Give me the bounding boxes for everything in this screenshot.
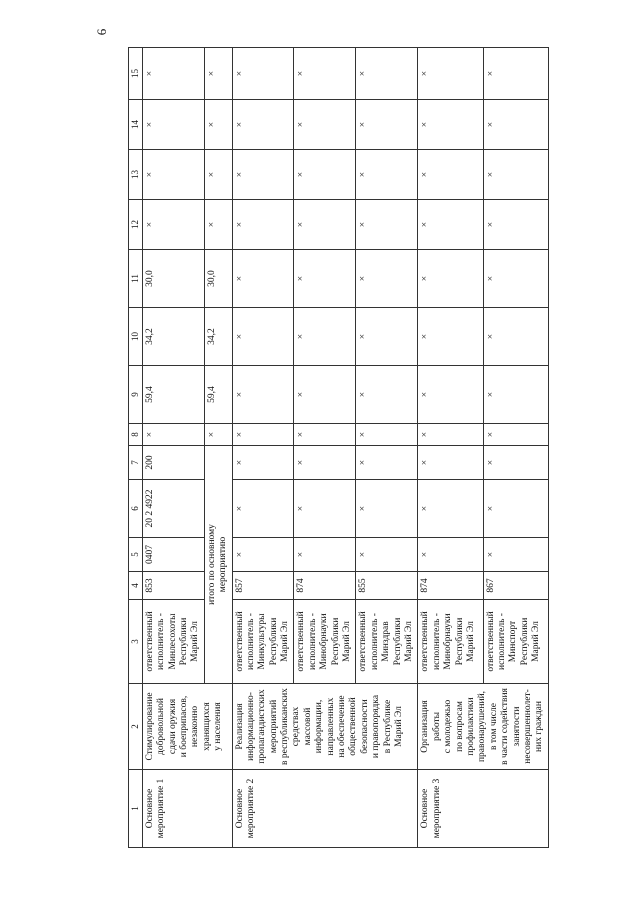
value-cell: ×	[142, 424, 204, 446]
value-cell: ×	[232, 200, 294, 250]
value-cell: ×	[418, 200, 483, 250]
executor-line: ответственный	[358, 611, 369, 672]
value-cell: ×	[142, 150, 204, 200]
value-cell: ×	[418, 446, 483, 480]
subtotal-label-line: итого по основному	[206, 524, 217, 605]
value-cell: ×	[232, 308, 294, 366]
value-cell: ×	[294, 424, 356, 446]
header-cell: 9	[129, 366, 143, 424]
header-cell: 2	[129, 684, 143, 770]
executor-line: Республики	[178, 617, 189, 666]
value-cell: ×	[204, 48, 232, 100]
grbs-code: 874	[294, 572, 356, 600]
description-line: информации,	[314, 699, 325, 754]
value-cell: ×	[483, 200, 548, 250]
value-cell: ×	[418, 308, 483, 366]
executor-line: Республики	[454, 617, 465, 666]
executor-line: Марий Эл	[531, 621, 542, 662]
value-cell: ×	[356, 150, 418, 200]
value-cell: ×	[232, 446, 294, 480]
description-line: Стимулирование	[144, 692, 155, 761]
executor-line: исполнитель -	[369, 613, 380, 670]
measures-table	[128, 47, 549, 848]
description-line: них граждан	[534, 701, 545, 752]
executor-line: ответственный	[234, 611, 245, 672]
value-cell: ×	[483, 446, 548, 480]
description-line: добровольной сдачи оружия	[156, 698, 178, 755]
value-cell: ×	[483, 150, 548, 200]
value-cell: ×	[418, 538, 483, 572]
description-line: в республиканских	[280, 688, 291, 765]
header-cell: 3	[129, 600, 143, 684]
description-line: с молодежью	[443, 699, 454, 754]
value-cell: ×	[356, 538, 418, 572]
value-cell: ×	[294, 200, 356, 250]
value-cell: ×	[418, 250, 483, 308]
value-cell: ×	[232, 538, 294, 572]
executor-line: исполнитель -	[245, 613, 256, 670]
executor-line: Марий Эл	[465, 621, 476, 662]
description-line: Организация	[420, 700, 431, 753]
value-cell: ×	[356, 446, 418, 480]
description-line: на обеспечение	[337, 695, 348, 758]
executor-line: Минздрав	[381, 621, 392, 662]
description-line: у населения	[213, 702, 224, 751]
header-cell: 10	[129, 308, 143, 366]
description-line: направленных	[325, 697, 336, 756]
target-code: 20 2 4922	[142, 480, 204, 538]
header-cell: 4	[129, 572, 143, 600]
value-cell: ×	[418, 48, 483, 100]
value-cell: ×	[356, 250, 418, 308]
header-cell: 11	[129, 250, 143, 308]
executor-line: Минобрнауки	[443, 613, 454, 670]
value-cell: ×	[483, 480, 548, 538]
value-cell: 59,4	[142, 366, 204, 424]
table-row	[142, 48, 204, 848]
description-line: мероприятий	[268, 699, 279, 754]
description-line: информационно-	[245, 692, 256, 761]
grbs-code: 857	[232, 572, 294, 600]
value-cell: ×	[294, 308, 356, 366]
executor-line: Минкультуры	[257, 613, 268, 670]
description-line: в части содействия	[500, 688, 511, 765]
executor-cell	[356, 600, 418, 684]
main-measure-label: Основное мероприятие 1	[144, 778, 167, 839]
header-cell: 13	[129, 150, 143, 200]
header-cell: 1	[129, 770, 143, 848]
main-measure-cell	[142, 770, 232, 848]
grbs-code: 855	[356, 572, 418, 600]
description-line: по вопросам	[454, 701, 465, 752]
value-cell: ×	[356, 48, 418, 100]
section-code: 0407	[142, 538, 204, 572]
value-cell: ×	[356, 200, 418, 250]
value-cell: 34,2	[142, 308, 204, 366]
value-cell: ×	[204, 200, 232, 250]
description-line: пропагандистских	[257, 689, 268, 764]
value-cell: 30,0	[204, 250, 232, 308]
description-line: в том числе	[488, 703, 499, 750]
description-line: правонарушений,	[477, 690, 488, 763]
header-cell: 8	[129, 424, 143, 446]
description-line: занятости	[511, 706, 522, 747]
main-measure-label: Основное мероприятие 3	[420, 778, 442, 839]
value-cell: ×	[418, 100, 483, 150]
header-cell: 14	[129, 100, 143, 150]
value-cell: ×	[142, 100, 204, 150]
value-cell: ×	[483, 48, 548, 100]
executor-line: исполнитель -	[431, 613, 442, 670]
value-cell: ×	[232, 424, 294, 446]
value-cell: ×	[418, 150, 483, 200]
table-row	[418, 48, 483, 848]
grbs-code: 874	[418, 572, 483, 600]
value-cell: ×	[232, 366, 294, 424]
description-line: безопасности	[359, 699, 370, 754]
header-cell: 6	[129, 480, 143, 538]
description-line: работы	[431, 712, 442, 741]
executor-line: ответственный	[485, 611, 496, 672]
header-cell: 7	[129, 446, 143, 480]
value-cell: ×	[418, 424, 483, 446]
value-cell: ×	[294, 150, 356, 200]
description-line: Марий Эл	[394, 706, 404, 747]
value-cell: ×	[483, 424, 548, 446]
description-line: и боеприпасов,	[178, 695, 189, 758]
description-line: Реализация	[234, 703, 245, 750]
executor-line: Марий Эл	[404, 621, 414, 662]
executor-line: ответственный	[296, 611, 307, 672]
value-cell: 59,4	[204, 366, 232, 424]
value-cell: ×	[204, 100, 232, 150]
executor-line: Минлесохоты	[167, 613, 178, 670]
executor-line: исполнитель -	[307, 613, 318, 670]
value-cell: ×	[483, 100, 548, 150]
value-cell: ×	[232, 150, 294, 200]
value-cell: ×	[418, 366, 483, 424]
main-measure-cell	[418, 770, 548, 848]
description-line: хранящихся	[201, 702, 212, 751]
header-cell: 5	[129, 538, 143, 572]
main-measure-label: Основное мероприятие 2	[234, 778, 256, 839]
value-cell: ×	[356, 424, 418, 446]
value-cell: ×	[483, 538, 548, 572]
value-cell: ×	[294, 446, 356, 480]
value-cell: ×	[232, 480, 294, 538]
description-line: несовершеннолет-	[522, 689, 533, 764]
value-cell: ×	[294, 48, 356, 100]
value-cell: ×	[142, 200, 204, 250]
value-cell: ×	[232, 100, 294, 150]
executor-cell	[142, 600, 204, 684]
executor-line: Республики	[268, 617, 279, 666]
grbs-code: 853	[142, 572, 204, 600]
executor-line: Марий Эл	[280, 621, 291, 662]
value-cell: ×	[356, 366, 418, 424]
value-cell: ×	[294, 538, 356, 572]
description-cell	[142, 684, 232, 770]
executor-line: ответственный	[144, 611, 155, 672]
value-cell: ×	[483, 308, 548, 366]
executor-line: Минобрнауки	[319, 613, 330, 670]
executor-cell	[232, 600, 294, 684]
description-cell	[418, 684, 548, 770]
executor-cell	[418, 600, 483, 684]
executor-line: исполнитель -	[156, 613, 167, 670]
description-line: и правопорядка	[371, 694, 382, 759]
value-cell: 34,2	[204, 308, 232, 366]
executor-line: исполнитель -	[496, 613, 507, 670]
description-line: средствах	[291, 706, 302, 747]
executor-cell	[294, 600, 356, 684]
table-row	[232, 48, 294, 848]
main-measure-cell	[232, 770, 418, 848]
executor-line: Марий Эл	[190, 621, 201, 662]
value-cell: ×	[483, 250, 548, 308]
value-cell: ×	[483, 366, 548, 424]
value-cell: ×	[142, 48, 204, 100]
executor-line: ответственный	[420, 611, 431, 672]
executor-line: Минспорт	[508, 620, 519, 663]
value-cell: ×	[356, 480, 418, 538]
value-cell: ×	[294, 366, 356, 424]
subtotal-label-line: мероприятию	[218, 536, 229, 593]
description-line: общественной	[348, 697, 359, 756]
executor-line: Республики	[330, 617, 341, 666]
executor-line: Республики	[392, 617, 403, 666]
value-cell: 30,0	[142, 250, 204, 308]
value-cell: ×	[356, 100, 418, 150]
value-cell: ×	[204, 424, 232, 446]
executor-line: Республики	[519, 617, 530, 666]
executor-line: Марий Эл	[342, 621, 353, 662]
value-cell: ×	[294, 480, 356, 538]
description-line: незаконно	[190, 705, 201, 748]
executor-cell	[483, 600, 548, 684]
subtotal-label	[204, 446, 232, 684]
page-number: 6	[94, 28, 109, 36]
description-cell	[232, 684, 418, 770]
value-cell: ×	[294, 250, 356, 308]
expense-type: 200	[142, 446, 204, 480]
description-line: массовой	[302, 707, 313, 746]
description-line: в Республике	[382, 699, 393, 754]
value-cell: ×	[418, 480, 483, 538]
grbs-code: 867	[483, 572, 548, 600]
description-line: профилактики	[465, 697, 476, 756]
value-cell: ×	[204, 150, 232, 200]
header-cell: 12	[129, 200, 143, 250]
value-cell: ×	[356, 308, 418, 366]
value-cell: ×	[232, 48, 294, 100]
header-row	[129, 48, 143, 848]
header-cell: 15	[129, 48, 143, 100]
value-cell: ×	[232, 250, 294, 308]
value-cell: ×	[294, 100, 356, 150]
rotated-table-wrapper	[128, 48, 628, 848]
